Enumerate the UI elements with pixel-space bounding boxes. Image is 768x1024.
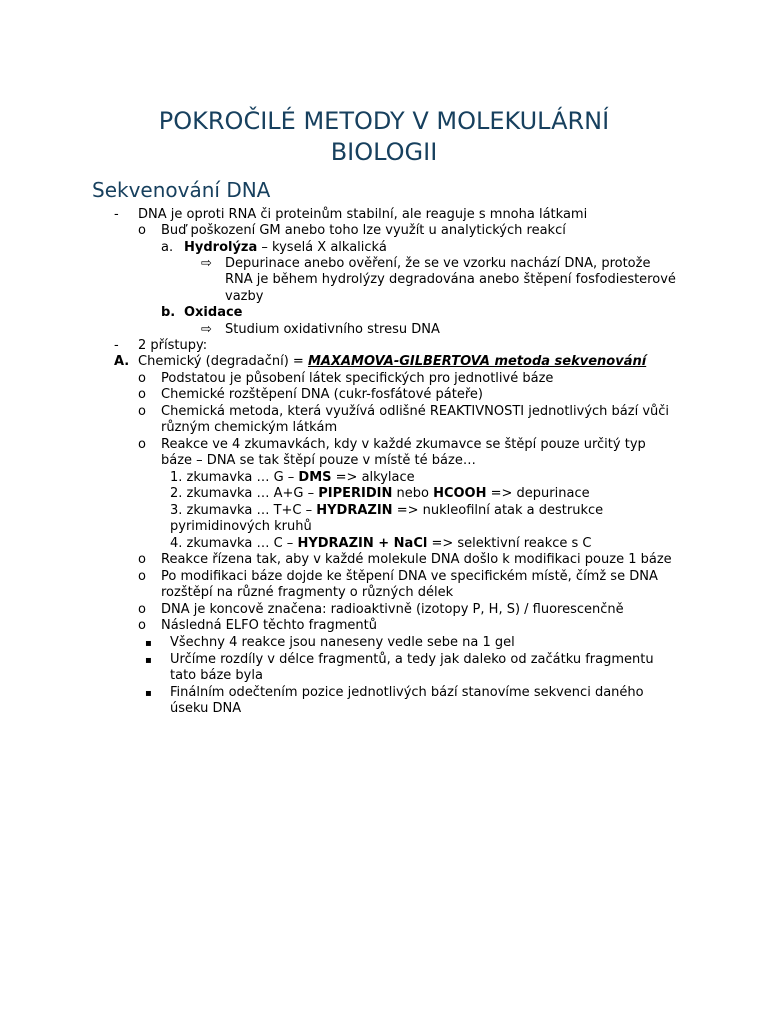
dash-bullet: - (114, 338, 119, 353)
text-fragment: => alkylace (331, 470, 415, 485)
reagent: HYDRAZIN (316, 503, 393, 518)
reagent: DMS (298, 470, 332, 485)
text-fragment: 2. zkumavka … A+G – (170, 486, 319, 501)
list-item-continuation: úseku DNA (170, 701, 242, 716)
list-item: Chemické rozštěpení DNA (cukr-fosfátové páteře) (161, 387, 483, 402)
list-item (184, 240, 387, 256)
list-item: Podstatou je působení látek specifických pro jednotlivé báze (161, 371, 554, 386)
text-fragment: => selektivní reakce s C (427, 536, 592, 551)
list-item-continuation: tato báze byla (170, 668, 263, 683)
list-item: Následná ELFO těchto fragmentů (161, 618, 378, 633)
circle-bullet: o (138, 602, 146, 617)
term-hydrolyza: Hydrolýza (184, 240, 258, 255)
list-item: Všechny 4 reakce jsou naneseny vedle sebe na 1 gel (170, 635, 515, 650)
list-item: Buď poškození GM anebo toho lze využít u analytických reakcí (161, 223, 566, 238)
list-item: Finálním odečtením pozice jednotlivých bází stanovíme sekvenci daného (170, 685, 644, 700)
reagent: HCOOH (433, 486, 487, 501)
tube-item-3 (170, 503, 603, 519)
text-fragment: 4. zkumavka … C – (170, 536, 298, 551)
list-item-continuation: pyrimidinových kruhů (170, 519, 312, 534)
letter-marker-A: A. (114, 354, 130, 369)
tube-item-4 (170, 536, 592, 552)
dash-bullet: - (114, 207, 119, 222)
title-line-1: POKROČILÉ METODY V MOLEKULÁRNÍ (158, 107, 610, 135)
text-fragment: 1. zkumavka … G – (170, 470, 299, 485)
circle-bullet: o (138, 618, 146, 633)
letter-marker-a: a. (161, 240, 174, 255)
list-item: DNA je koncově značena: radioaktivně (izotopy P, H, S) / fluorescenčně (161, 602, 624, 617)
list-item: Reakce ve 4 zkumavkách, kdy v každé zkumavce se štěpí pouze určitý typ (161, 437, 646, 452)
list-item: Studium oxidativního stresu DNA (225, 322, 440, 337)
list-item-continuation: různým chemickým látkám (161, 420, 338, 435)
text-fragment: – kyselá X alkalická (257, 240, 387, 255)
reagent: HYDRAZIN + NaCl (297, 536, 428, 551)
list-item: 2 přístupy: (138, 338, 208, 353)
list-item: Po modifikaci báze dojde ke štěpení DNA ve specifickém místě, čímž se DNA (161, 569, 658, 584)
reagent: PIPERIDIN (318, 486, 393, 501)
tube-item-2 (170, 486, 590, 502)
arrow-bullet-icon: ⇨ (201, 256, 212, 271)
text-fragment: 3. zkumavka … T+C – (170, 503, 317, 518)
tube-item-1 (170, 470, 415, 486)
arrow-bullet-icon: ⇨ (201, 322, 212, 337)
list-item: DNA je oproti RNA či proteinům stabilní, ale reaguje s mnoha látkami (138, 207, 588, 222)
list-item-continuation: rozštěpí na různé fragmenty o různých délek (161, 585, 454, 600)
list-item-continuation: vazby (225, 289, 264, 304)
term-oxidace: Oxidace (184, 305, 243, 320)
square-bullet: ▪ (145, 655, 152, 666)
circle-bullet: o (138, 404, 146, 419)
text-fragment: => depurinace (486, 486, 590, 501)
list-item: Reakce řízena tak, aby v každé molekule DNA došlo k modifikaci pouze 1 báze (161, 552, 672, 567)
text-fragment: nebo (392, 486, 434, 501)
square-bullet: ▪ (145, 638, 152, 649)
document-title (92, 106, 676, 168)
circle-bullet: o (138, 387, 146, 402)
circle-bullet: o (138, 437, 146, 452)
list-item: Určíme rozdíly v délce fragmentů, a tedy jak daleko od začátku fragmentu (170, 652, 654, 667)
title-line-2: BIOLOGII (330, 138, 438, 166)
square-bullet: ▪ (145, 688, 152, 699)
section-heading: Sekvenování DNA (92, 178, 271, 202)
list-item-continuation: RNA je během hydrolýzy degradována anebo štěpení fosfodiesterové (225, 272, 676, 287)
list-item: Depurinace anebo ověření, že se ve vzorku nachází DNA, protože (225, 256, 651, 271)
letter-marker-b: b. (161, 305, 176, 320)
method-name: MAXAMOVA-GILBERTOVA metoda sekvenování (307, 354, 647, 369)
text-fragment: Chemický (degradační) = (138, 354, 308, 369)
circle-bullet: o (138, 371, 146, 386)
circle-bullet: o (138, 569, 146, 584)
circle-bullet: o (138, 552, 146, 567)
circle-bullet: o (138, 223, 146, 238)
list-item (138, 354, 646, 370)
list-item-continuation: báze – DNA se tak štěpí pouze v místě té báze… (161, 453, 476, 468)
text-fragment: => nukleofilní atak a destrukce (392, 503, 604, 518)
list-item: Chemická metoda, která využívá odlišné REAKTIVNOSTI jednotlivých bází vůči (161, 404, 670, 419)
